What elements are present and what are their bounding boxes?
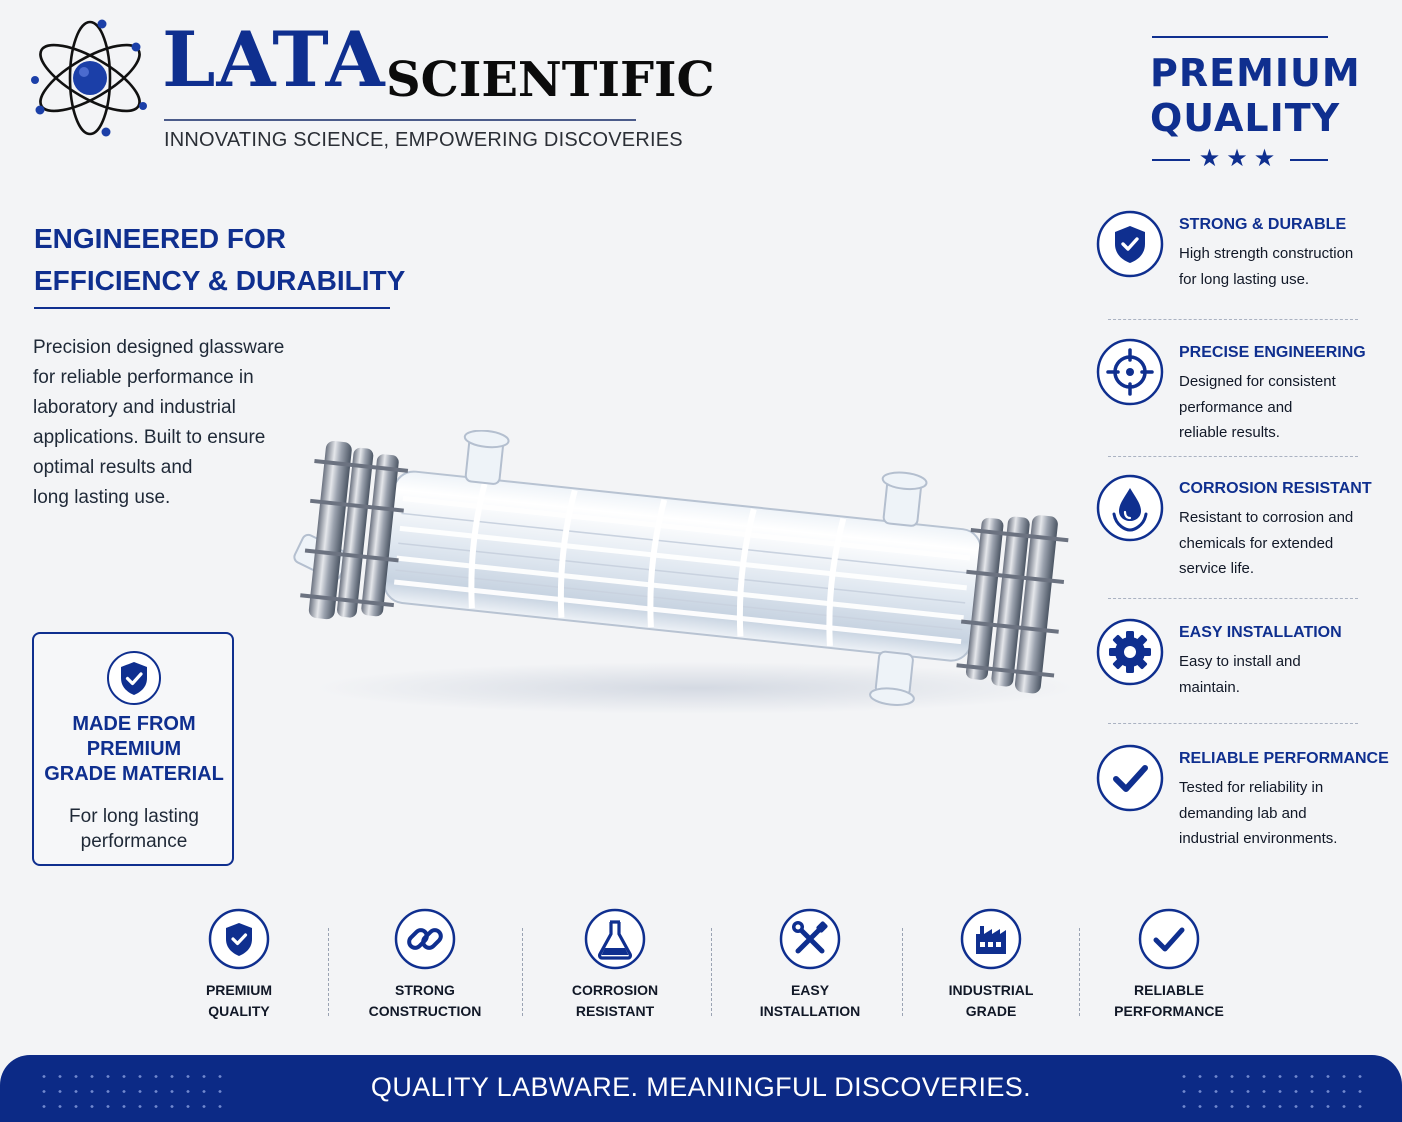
flask-icon (584, 908, 646, 970)
bottom-item-label-line: CONSTRUCTION (368, 1003, 482, 1019)
feature-title: CORROSION RESISTANT (1179, 480, 1372, 497)
feature-divider (1108, 456, 1358, 457)
intro-line: for reliable performance in (33, 367, 254, 388)
material-subtitle-line: For long lasting (69, 806, 199, 827)
footer-slogan: QUALITY LABWARE. MEANINGFUL DISCOVERIES. (370, 1072, 1032, 1102)
bottom-item-label (164, 980, 314, 1022)
feature-description-line: service life. (1179, 560, 1255, 577)
feature-divider (1108, 319, 1358, 320)
bottom-divider (1079, 928, 1080, 1016)
feature-description (1179, 649, 1379, 700)
bottom-item-easy-installation (735, 908, 885, 1022)
material-subtitle-line: performance (80, 831, 188, 852)
feature-title: PRECISE ENGINEERING (1179, 344, 1366, 361)
premium-line-2: QUALITY (1150, 96, 1341, 140)
bottom-item-strong-construction (350, 908, 500, 1022)
wrench-screwdriver-icon (779, 908, 841, 970)
gear-icon (1096, 618, 1164, 686)
bottom-item-label-line: PREMIUM (205, 982, 273, 998)
feature-divider (1108, 723, 1358, 724)
bottom-item-label-line: GRADE (965, 1003, 1017, 1019)
premium-line-1: PREMIUM (1150, 51, 1361, 95)
brand-divider (164, 119, 636, 121)
bottom-item-label (735, 980, 885, 1022)
feature-title: EASY INSTALLATION (1179, 624, 1342, 641)
feature-description-line: maintain. (1179, 678, 1240, 696)
feature-description-line: reliable results. (1179, 424, 1280, 441)
bottom-divider (711, 928, 712, 1016)
heat-exchanger-image (276, 430, 1086, 730)
shield-check-icon (1096, 210, 1164, 278)
bottom-item-label-line: INDUSTRIAL (948, 982, 1034, 998)
bottom-item-premium-quality (164, 908, 314, 1022)
intro-line: optimal results and (33, 457, 193, 478)
feature-description-line: Resistant to corrosion and (1179, 509, 1354, 526)
feature-description-line: High strength construction (1179, 245, 1354, 262)
brand-suffix: SCIENTIFIC (386, 52, 715, 108)
feature-description (1179, 369, 1379, 446)
feature-description (1179, 505, 1379, 582)
bottom-item-industrial-grade (916, 908, 1066, 1022)
intro-line: Precision designed glassware (33, 337, 285, 358)
feature-description-line: performance and (1179, 398, 1293, 416)
feature-description-line: for long lasting use. (1179, 270, 1310, 288)
atom-logo-icon (30, 14, 160, 140)
bottom-divider (902, 928, 903, 1016)
checkmark-icon (1096, 744, 1164, 812)
brand-tagline: INNOVATING SCIENCE, EMPOWERING DISCOVERIES (164, 129, 683, 151)
bottom-item-label (540, 980, 690, 1022)
intro-paragraph (33, 333, 308, 513)
intro-line: applications. Built to ensure (33, 427, 266, 448)
star-rating-icon: ★★★ (1198, 145, 1282, 172)
bottom-item-reliable-performance (1094, 908, 1244, 1022)
bottom-item-label-line: CORROSION (571, 982, 659, 998)
feature-description-line: chemicals for extended (1179, 534, 1334, 552)
crosshair-icon (1096, 338, 1164, 406)
feature-description-line: Designed for consistent (1179, 373, 1336, 390)
premium-rating (1152, 145, 1328, 172)
material-card (32, 632, 234, 866)
dot-pattern-right (1176, 1069, 1366, 1113)
bottom-item-label-line: INSTALLATION (759, 1003, 861, 1019)
footer-banner (0, 1055, 1402, 1122)
bottom-divider (328, 928, 329, 1016)
shield-check-icon (208, 908, 270, 970)
rating-rule-right (1290, 159, 1328, 161)
bottom-divider (522, 928, 523, 1016)
rating-rule-left (1152, 159, 1190, 161)
chain-link-icon (394, 908, 456, 970)
factory-icon (960, 908, 1022, 970)
feature-title: STRONG & DURABLE (1179, 216, 1347, 233)
feature-divider (1108, 598, 1358, 599)
bottom-item-label (1094, 980, 1244, 1022)
headline-line-2: EFFICIENCY & DURABILITY (34, 265, 406, 296)
shield-check-icon (106, 650, 162, 706)
bottom-item-label-line: EASY (790, 982, 830, 998)
bottom-item-label-line: RESISTANT (575, 1003, 655, 1019)
material-title (34, 712, 234, 787)
headline (34, 218, 405, 302)
bottom-item-label (916, 980, 1066, 1022)
bottom-item-corrosion-resistant (540, 908, 690, 1022)
material-subtitle (34, 804, 234, 854)
material-title-line: GRADE MATERIAL (44, 763, 224, 785)
headline-line-1: ENGINEERED FOR (34, 223, 287, 254)
bottom-item-label-line: RELIABLE (1134, 982, 1204, 998)
feature-description-line: industrial environments. (1179, 830, 1338, 847)
bottom-item-label-line: QUALITY (208, 1003, 270, 1019)
feature-description (1179, 775, 1379, 852)
bottom-item-label (350, 980, 500, 1022)
premium-quality-title (1150, 51, 1361, 141)
brand-name: LATA (162, 15, 386, 104)
intro-line: long lasting use. (33, 487, 171, 508)
feature-description-line: Tested for reliability in (1179, 779, 1324, 796)
intro-line: laboratory and industrial (33, 397, 236, 418)
feature-title: RELIABLE PERFORMANCE (1179, 750, 1389, 767)
material-title-line: MADE FROM (72, 713, 196, 735)
feature-description (1179, 241, 1379, 292)
bottom-item-label-line: PERFORMANCE (1114, 1003, 1224, 1019)
headline-underline (34, 307, 390, 309)
bottom-item-label-line: STRONG (395, 982, 455, 998)
feature-description-line: demanding lab and (1179, 804, 1307, 822)
material-title-line: PREMIUM (86, 738, 182, 760)
water-drop-icon (1096, 474, 1164, 542)
premium-top-rule (1152, 36, 1328, 38)
feature-description-line: Easy to install and (1179, 653, 1301, 670)
checkmark-icon (1138, 908, 1200, 970)
